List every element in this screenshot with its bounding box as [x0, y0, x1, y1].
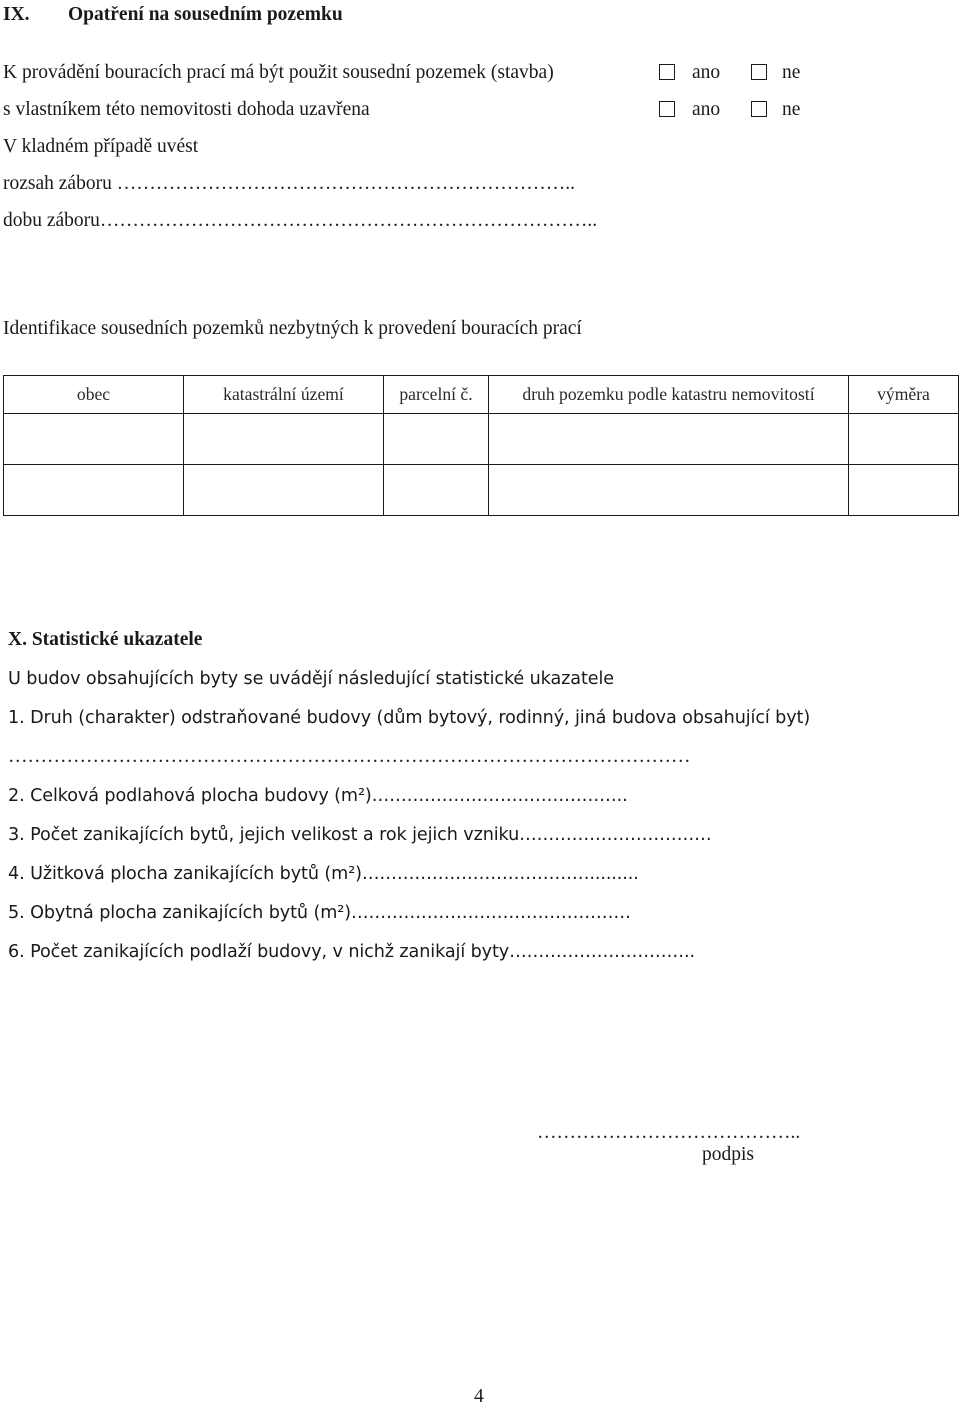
header-obec: obec — [4, 376, 184, 414]
section-number: IX. — [3, 4, 30, 25]
header-vymera: výměra — [849, 376, 959, 414]
checkbox-agreement-no[interactable] — [751, 101, 767, 117]
checkbox-land-no[interactable] — [751, 64, 767, 80]
section-title: Opatření na sousedním pozemku — [68, 4, 343, 25]
statistic-item-4: 4. Užitková plocha zanikajících bytů (m²)…………………………………......... — [8, 864, 639, 884]
statistic-item-2: 2. Celková podlahová plocha budovy (m²)…………………………………….. — [8, 786, 628, 806]
statistics-intro: U budov obsahujících byty se uvádějí následující statistické ukazatele — [8, 669, 614, 689]
no-label: ne — [782, 62, 801, 83]
table-cell[interactable] — [384, 414, 489, 465]
header-druh-pozemku: druh pozemku podle katastru nemovitostí — [489, 376, 849, 414]
statistic-item-6: 6. Počet zanikajících podlaží budovy, v nichž zanikají byty………………………….. — [8, 942, 696, 962]
header-parcelni-cislo: parcelní č. — [384, 376, 489, 414]
table-cell[interactable] — [4, 414, 184, 465]
statistics-title: X. Statistické ukazatele — [8, 629, 203, 650]
page-number: 4 — [474, 1386, 484, 1407]
scope-field: rozsah záboru …………………………………………………………….. — [3, 173, 575, 194]
statistic-item-1-answer: …………………………………………………………………………………………… — [8, 746, 691, 767]
statistic-item-1: 1. Druh (charakter) odstraňované budovy (dům bytový, rodinný, jiná budova obsahující byt) — [8, 708, 811, 728]
table-row — [4, 465, 959, 516]
identification-heading: Identifikace sousedních pozemků nezbytných k provedení bouracích prací — [3, 318, 582, 339]
question-owner-agreement: s vlastníkem této nemovitosti dohoda uzavřena — [3, 99, 370, 120]
table-cell[interactable] — [489, 465, 849, 516]
signature-line: ………………………………….. — [537, 1122, 801, 1143]
table-cell[interactable] — [184, 414, 384, 465]
table-cell[interactable] — [4, 465, 184, 516]
positive-case-label: V kladném případě uvést — [3, 136, 199, 157]
statistic-item-5: 5. Obytná plocha zanikajících bytů (m²)………………………………………… — [8, 903, 631, 923]
table-cell[interactable] — [849, 465, 959, 516]
table-cell[interactable] — [384, 465, 489, 516]
yes-label: ano — [692, 62, 721, 83]
no-label: ne — [782, 99, 801, 120]
header-katastralni-uzemi: katastrální území — [184, 376, 384, 414]
table-cell[interactable] — [184, 465, 384, 516]
question-neighbor-land: K provádění bouracích prací má být použit sousední pozemek (stavba) — [3, 62, 554, 83]
checkbox-land-yes[interactable] — [659, 64, 675, 80]
yes-label: ano — [692, 99, 721, 120]
neighbor-land-table — [3, 375, 959, 516]
signature-label: podpis — [702, 1144, 755, 1165]
statistic-item-3: 3. Počet zanikajících bytů, jejich velikost a rok jejich vzniku…………………………… — [8, 825, 712, 845]
table-cell[interactable] — [489, 414, 849, 465]
checkbox-agreement-yes[interactable] — [659, 101, 675, 117]
table-row — [4, 414, 959, 465]
table-header-row — [4, 376, 959, 414]
duration-field: dobu záboru………………………………………………………………….. — [3, 210, 598, 231]
table-cell[interactable] — [849, 414, 959, 465]
